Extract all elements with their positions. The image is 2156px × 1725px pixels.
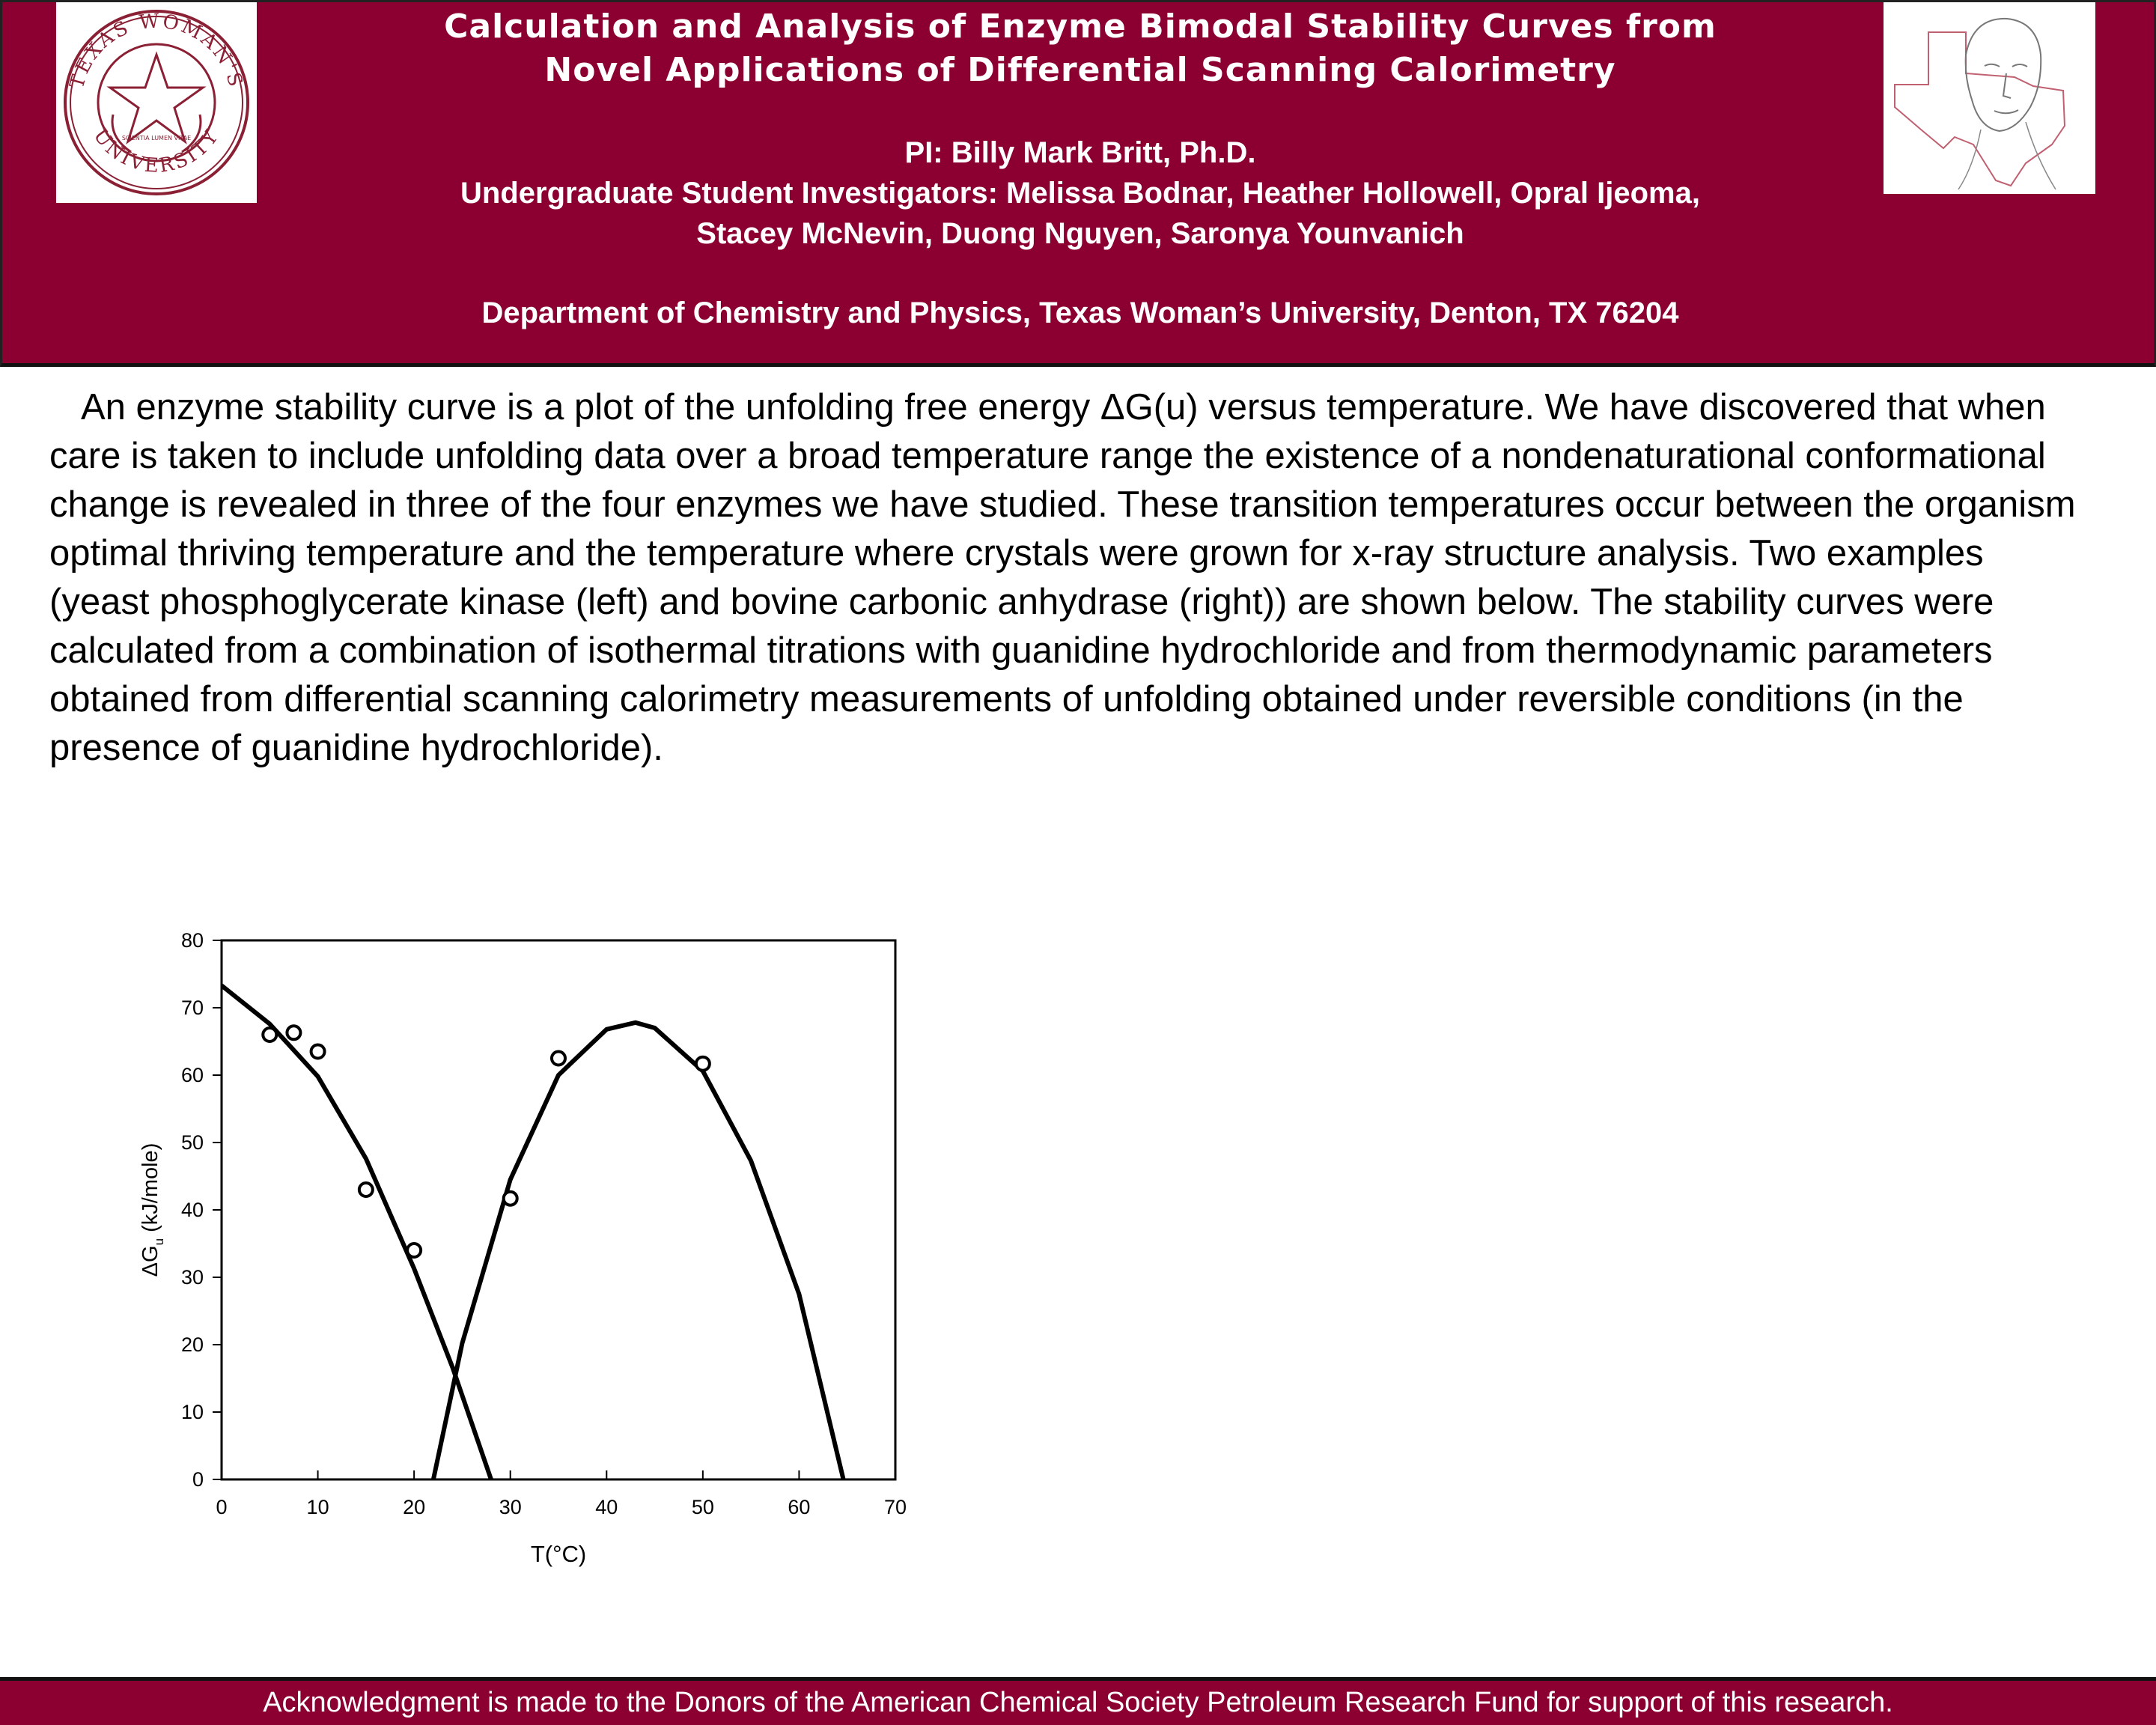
y-tick-label: 60 [180,1064,204,1086]
department-affiliation: Department of Chemistry and Physics, Texas Woman’s University, Denton, TX 76204 [481,296,1679,329]
x-tick-label: 40 [595,1496,618,1518]
y-axis-subscript: u [152,1238,166,1246]
y-tick-label: 70 [180,997,204,1019]
principal-investigator: PI: Billy Mark Britt, Ph.D. [904,136,1256,169]
data-point [407,1244,421,1257]
x-tick-label: 70 [883,1496,907,1518]
data-point [359,1183,373,1196]
poster-title-line-1: Calculation and Analysis of Enzyme Bimodal Stability Curves from [444,7,1717,46]
x-tick-label: 10 [306,1496,329,1518]
acknowledgment-footer: Acknowledgment is made to the Donors of the American Chemical Society Petroleum Research Fund for support of this research. [0,1677,2156,1725]
poster-title-line-2: Novel Applications of Differential Scanning Calorimetry [544,51,1616,89]
x-tick-label: 0 [216,1496,228,1518]
y-tick-label: 20 [180,1333,204,1356]
y-axis-symbol: ΔG [138,1245,162,1277]
data-point [552,1052,565,1065]
x-axis-label: T(°C) [530,1541,587,1567]
texas-portrait-logo [1884,2,2095,194]
university-seal-icon [56,2,257,203]
texas-portrait-sketch-icon [1884,2,2095,194]
seal-motto: SCIENTIA LUMEN VITAE [121,135,192,142]
stability-curve-plot [127,913,936,1587]
student-investigators-line-1: Undergraduate Student Investigators: Melissa Bodnar, Heather Hollowell, Opral Ijeoma, [460,177,1700,210]
abstract-paragraph: An enzyme stability curve is a plot of the unfolding free energy ΔG(u) versus temperature. We have discovered that when care is taken to include unfolding data over a broad temperature range the existence of a nondenaturational conformational change is revealed in three of the four enzymes we have studied. These transition temperatures occur between the organism optimal thriving temperature and the temperature where crystals were grown for x-ray structure analysis. Two examples (yeast phosphoglycerate kinase (left) and bovine carbonic anhydrase (right)) are shown below. The stability curves were calculated from a combination of isothermal titrations with guanidine hydrochloride and from thermodynamic parameters obtained from differential scanning calorimetry measurements of unfolding obtained under reversible conditions (in the presence of guanidine hydrochloride). [49,387,2076,768]
x-tick-label: 30 [499,1496,522,1518]
y-tick-label: 30 [180,1266,204,1289]
y-tick-label: 0 [192,1468,204,1491]
data-point [311,1045,325,1059]
data-point [287,1026,300,1039]
y-tick-label: 40 [180,1199,204,1221]
y-axis-label [138,1143,166,1277]
y-tick-label: 50 [180,1131,204,1154]
seal-top-text: TEXAS WOMAN'S [65,10,248,91]
plot-frame [222,940,895,1479]
stability-curve-chart [127,913,936,1591]
poster-header [0,0,2156,367]
data-point [263,1028,276,1041]
heat-stability-curve [433,1023,844,1479]
y-axis-units: (kJ/mole) [138,1143,162,1238]
x-tick-label: 50 [691,1496,714,1518]
y-tick-label: 80 [180,929,204,952]
student-investigators-line-2: Stacey McNevin, Duong Nguyen, Saronya Younvanich [696,217,1464,250]
university-seal-logo [56,2,257,203]
seal-bottom-text: UNIVERSITY [88,124,225,177]
svg-text:TEXAS WOMAN'S [66,10,247,91]
x-tick-label: 20 [403,1496,426,1518]
data-point [504,1192,517,1205]
x-tick-label: 60 [788,1496,811,1518]
y-tick-label: 10 [180,1401,204,1423]
data-point [696,1057,710,1071]
svg-text:UNIVERSITY [89,125,225,177]
